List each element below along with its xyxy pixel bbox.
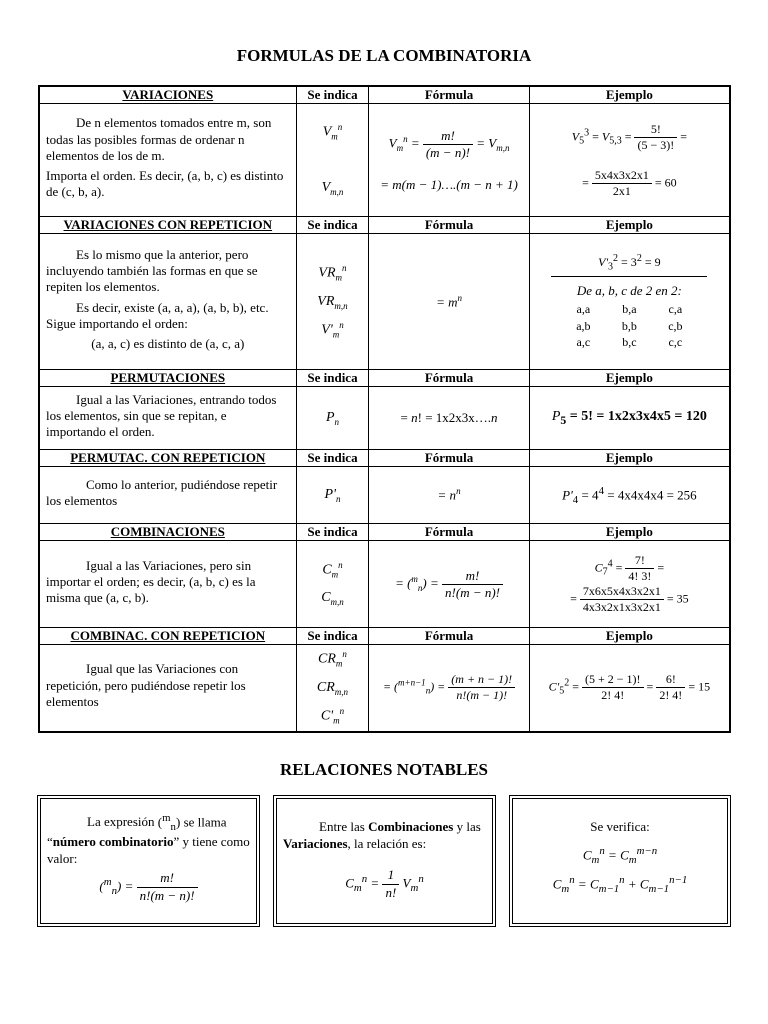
box-bold: Combinaciones bbox=[368, 819, 454, 834]
notation: $VR_m^n$ $VR_{m,n}$ $V'_m^n$ bbox=[296, 234, 369, 370]
desc-text: (a, a, c) es distinto de (a, c, a) bbox=[91, 336, 245, 351]
notation: $CR_m^n$ $CR_{m,n}$ $C'_m^n$ bbox=[296, 645, 369, 732]
box-text: y tiene como valor: bbox=[47, 833, 250, 866]
grid-cell: a,a bbox=[576, 302, 591, 317]
example: $C_7^4$ = $\frac{7!}{4! 3!}$ = = $\frac{7x6x5x4x3x2x1}{4x3x2x1x3x2x1}$ = 35 bbox=[529, 541, 730, 628]
relaciones-title: RELACIONES NOTABLES bbox=[280, 760, 488, 779]
col-se-indica: Se indica bbox=[296, 524, 369, 541]
col-formula: Fórmula bbox=[369, 450, 529, 467]
box-text: , la relación es: bbox=[347, 835, 427, 851]
box-formula: $C_m^n$ = $\frac{1}{n!}$ $V_m^n$ bbox=[345, 866, 424, 900]
section-name: VARIACIONES CON REPETICION bbox=[39, 217, 296, 234]
col-ejemplo: Ejemplo bbox=[529, 628, 730, 645]
section-header-combinaciones bbox=[39, 524, 730, 541]
section-description bbox=[39, 104, 296, 217]
example: $P_5 = 5$! = 1x2x3x4x5 = 120 bbox=[529, 387, 730, 450]
col-ejemplo: Ejemplo bbox=[529, 450, 730, 467]
col-formula: Fórmula bbox=[369, 86, 529, 104]
section-name: PERMUTAC. CON REPETICION bbox=[39, 450, 296, 467]
col-ejemplo: Ejemplo bbox=[529, 86, 730, 104]
desc-text: Igual a las Variaciones, entrando todos los elementos, sin que se repitan, e importando el orden. bbox=[46, 391, 277, 440]
box-bold: Variaciones bbox=[283, 835, 348, 851]
section-name: COMBINAC. CON REPETICION bbox=[39, 628, 296, 645]
col-se-indica: Se indica bbox=[296, 628, 369, 645]
grid-cell: b,b bbox=[621, 318, 637, 333]
box-relacion bbox=[276, 798, 493, 924]
box-formula: $C_m^n = C_{m-1}^n + C_{m-1}^{n-1}$ bbox=[552, 873, 688, 895]
col-se-indica: Se indica bbox=[296, 86, 369, 104]
desc-text: Igual que las Variaciones con repetición, pero pudiéndose repetir los elementos bbox=[46, 661, 246, 709]
section-description bbox=[39, 645, 296, 732]
grid-cell: c,b bbox=[668, 318, 683, 333]
box-numero-combinatorio: La expresión ($^m_n$) se llama “número combinatorio” y tiene como valor: ($^m_n$) = $\frac{m!}{n!(m - n)!}$ bbox=[40, 798, 257, 924]
formula: = n! = 1x2x3x….n bbox=[369, 387, 529, 450]
col-ejemplo: Ejemplo bbox=[529, 524, 730, 541]
grid-cell: c,a bbox=[668, 302, 683, 317]
section-header-permutaciones bbox=[39, 370, 730, 387]
section-name: VARIACIONES bbox=[39, 86, 296, 104]
example: $V_5^3 = V_{5,3}$ = $\frac{5!}{(5 - 3)!}$ = = $\frac{5x4x3x2x1}{2x1}$ = 60 bbox=[529, 104, 730, 217]
section-header-perm-rep bbox=[39, 450, 730, 467]
formula: = ($^{m+n-1}_n$) = $\frac{(m + n - 1)!}{n!(m - 1)!}$ bbox=[369, 645, 529, 732]
formulas-table bbox=[38, 85, 731, 733]
desc-text: Igual a las Variaciones, pero sin importar el orden; es decir, (a, b, c) es la misma que (a, c, b). bbox=[46, 557, 256, 606]
desc-text: Importa el orden. Es decir, (a, b, c) es distinto de (c, b, a). bbox=[46, 168, 284, 200]
col-ejemplo: Ejemplo bbox=[529, 370, 730, 387]
col-formula: Fórmula bbox=[369, 217, 529, 234]
grid-cell: a,b bbox=[576, 318, 591, 333]
formula: = $m^n$ bbox=[369, 234, 529, 370]
grid-cell: b,c bbox=[622, 334, 637, 349]
box-se-verifica bbox=[512, 798, 728, 924]
section-description bbox=[39, 387, 296, 450]
section-row-permutaciones bbox=[39, 387, 730, 450]
col-ejemplo: Ejemplo bbox=[529, 217, 730, 234]
section-description bbox=[39, 467, 296, 524]
example: $V'_3^2 = 3^2 = 9$ De a, b, c de 2 en 2: a,a b,a c,a a,b b,b c,b a,c b,c c,c bbox=[529, 234, 730, 370]
notation: $V_m^n$ $V_{m,n}$ bbox=[296, 104, 369, 217]
col-formula: Fórmula bbox=[369, 524, 529, 541]
section-row-var-rep bbox=[39, 234, 730, 370]
section-row-variaciones bbox=[39, 104, 730, 217]
box-text: Entre las bbox=[319, 819, 365, 834]
section-row-combinaciones bbox=[39, 541, 730, 628]
notation: $P'_n$ bbox=[296, 467, 369, 524]
formula: = $n^n$ bbox=[369, 467, 529, 524]
section-description bbox=[39, 234, 296, 370]
desc-text: De n elementos tomados entre m, son todas las posibles formas de ordenar n elementos de los de m. bbox=[46, 115, 272, 163]
box-text: La expresión bbox=[87, 814, 155, 830]
section-header-comb-rep bbox=[39, 628, 730, 645]
col-se-indica: Se indica bbox=[296, 450, 369, 467]
divider bbox=[551, 276, 707, 277]
formula: $V_m^n$ = $\frac{m!}{(m - n)!}$ = $V_{m,n}$ = m(m − 1)….(m − n + 1) bbox=[369, 104, 529, 217]
grid-cell: c,c bbox=[668, 334, 683, 349]
box-text: se llama bbox=[183, 814, 227, 830]
grid-cell: b,a bbox=[622, 302, 637, 317]
box-text: y las bbox=[456, 819, 481, 834]
box-formula: $C_m^n = C_m^{m-n}$ bbox=[582, 844, 658, 866]
formula: = ($^m_n$) = $\frac{m!}{n!(m - n)!}$ bbox=[369, 541, 529, 628]
notation: $C_m^n$ $C_{m,n}$ bbox=[296, 541, 369, 628]
section-name: PERMUTACIONES bbox=[39, 370, 296, 387]
desc-text: Es lo mismo que la anterior, pero incluyendo también las formas en que se repiten los elementos. bbox=[46, 246, 258, 295]
col-se-indica: Se indica bbox=[296, 370, 369, 387]
box-formula: ($^m_n$) = $\frac{m!}{n!(m - n)!}$ bbox=[47, 870, 250, 905]
section-name: COMBINACIONES bbox=[39, 524, 296, 541]
box-text: Se verifica: bbox=[590, 819, 650, 834]
section-row-perm-rep bbox=[39, 467, 730, 524]
desc-text: Como lo anterior, pudiéndose repetir los elementos bbox=[46, 476, 278, 508]
col-formula: Fórmula bbox=[369, 628, 529, 645]
col-formula: Fórmula bbox=[369, 370, 529, 387]
box-bold: número combinatorio bbox=[52, 833, 174, 849]
grid-cell: a,c bbox=[576, 334, 591, 349]
example: $P'_4 = 4^4 = 4x4x4x4 = 256$ bbox=[529, 467, 730, 524]
section-header-var-rep bbox=[39, 217, 730, 234]
notation: $P_n$ bbox=[296, 387, 369, 450]
example: $C'_5^2$ = $\frac{(5 + 2 - 1)!}{2! 4!}$ = $\frac{6!}{2! 4!}$ = 15 bbox=[529, 645, 730, 732]
example-grid bbox=[530, 301, 729, 350]
col-se-indica: Se indica bbox=[296, 217, 369, 234]
example-caption: De a, b, c de 2 en 2: bbox=[576, 283, 682, 299]
page-title: FORMULAS DE LA COMBINATORIA bbox=[236, 46, 532, 65]
section-description bbox=[39, 541, 296, 628]
section-header-variaciones bbox=[39, 86, 730, 104]
section-row-comb-rep bbox=[39, 645, 730, 732]
desc-text: Es decir, existe (a, a, a), (a, b, b), etc. Sigue importando el orden: bbox=[46, 299, 269, 331]
